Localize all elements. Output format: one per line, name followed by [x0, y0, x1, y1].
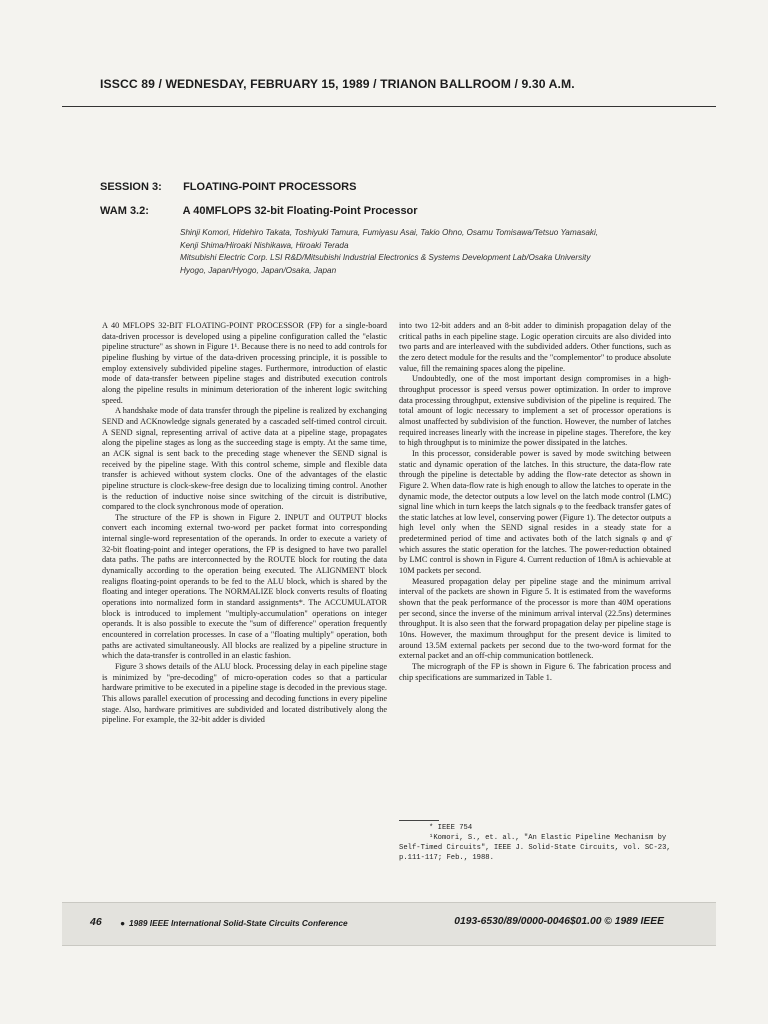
conference-name: [120, 918, 348, 928]
footnotes: [399, 820, 679, 863]
paragraph: In this processor, considerable power is saved by mode switching between static and dynamic operation of the latches. In this structure, the data-flow rate through the pipeline is detectable by adding the flow-rate detector as shown in Figure 2. When data-flow rate is high enough to allow the latches to operate in the dynamic mode, the detector outputs a low level on the latch mode control (LMC) signal line which in turn keeps the latch signals φ to the feedback transfer gates of the static latches at low level, conserving power (Figure 1). The detector outputs a high level only when the SEND signal resides in a steady state for a predetermined period of time and activates both of the latch signals φ and φ̄ which assures the static operation for the latches. The power-reduction obtained by LMC control is shown in Figure 4. Current reduction of 18mA is achievable at 10M packets per second.: [399, 448, 671, 576]
paragraph: into two 12-bit adders and an 8-bit adder to diminish propagation delay of the critical paths in each pipeline stage. Logic operation circuits are also divided into two parts and are interleaved with the subdivided adders. Other functions, such as the zero detect module for the results and the "complementor" to produce absolute value, fill the remaining spaces along the pipeline.: [399, 321, 671, 373]
location-line: Hyogo, Japan/Hyogo, Japan/Osaka, Japan: [180, 265, 337, 275]
copyright-code: 0193-6530/89/0000-0046$01.00 © 1989 IEEE: [454, 916, 664, 927]
page-footer: [62, 902, 716, 946]
paper-title: A 40MFLOPS 32-bit Floating-Point Processor: [182, 205, 418, 217]
paragraph: A handshake mode of data transfer through the pipeline is realized by exchanging SEND and ACKnowledge signals generated by a cascaded self-timed control circuit. A SEND signal, representing arrival of active data at a pipeline stage, propagates along the pipeline stages as long as the succeeding stage is empty. At the same time, an ACK signal is sent back to the preceding stage whenever the SEND signal is received by the pipeline stage. With this control scheme, simple and flexible data transfer is achieved without system clocks. One of the advantages of the elastic pipeline structure is clock-skew-free design due to localizing timing control. Another is the reduction of inductive noise since switching of the circuit is distributive, compared to the clock synchronous mode of operation.: [102, 406, 387, 512]
author-line: Shinji Komori, Hidehiro Takata, Toshiyuki Tamura, Fumiyasu Asai, Takio Ohno, Osamu Tomisawa/Tetsuo Yamasaki,: [180, 228, 599, 237]
page-header: ISSCC 89 / WEDNESDAY, FEBRUARY 15, 1989 / TRIANON BALLROOM / 9.30 A.M.: [100, 77, 575, 91]
paragraph: Measured propagation delay per pipeline stage and the minimum arrival interval of the packets are shown in Figure 5. It is estimated from the waveforms shown that the peak performance of the processor is more than 40M operations per second, since the inverse of the minimum arrival interval (22.5ns) determines throughput. It is also seen that the forward propagation delay per pipeline stage is 10ns. However, the maximum throughput for the present device is limited to around 13.5M external packets per second due to the two-word format for the external packet and an off-chip communication bottleneck.: [399, 576, 671, 661]
affiliation-line: Mitsubishi Electric Corp. LSI R&D/Mitsubishi Industrial Electronics & Systems Development Lab/Osaka University: [180, 253, 591, 263]
session-title: FLOATING-POINT PROCESSORS: [183, 181, 357, 193]
paragraph: The structure of the FP is shown in Figure 2. INPUT and OUTPUT blocks convert each incoming external two-word per packet format into corresponding internal single-word representation of the operands. In order to execute a variety of 32-bit floating-point and integer operations, the FP is designed to have two parallel data paths. The paths are interconnected by the ROUTE block for routing the data dynamically according to the operation being executed. The ALIGNMENT block realigns floating-point operands to be fed to the ALU block, which is shared by the floating and integer operations. The NORMALIZE block converts results of floating operations into normalized form in standard assignments*. The ACCUMULATOR block is introduced to implement "multiply-accumulation" operations on integer operands. It is also possible to execute the "sum of difference" operation frequently encountered in correlation processes. In case of a "floating multiply" operation, both paths are activated simultaneously. All blocks are realized by a pipeline structure in which the data-transfer is controlled in an elastic fashion.: [102, 512, 387, 661]
left-column: [102, 321, 387, 726]
footnote-line: * IEEE 754: [429, 824, 473, 832]
paragraph: Figure 3 shows details of the ALU block. Processing delay in each pipeline stage is minimized by "pre-decoding" of micro-operation codes so that a particular hardware primitive to be executed in a pipeline stage is decoded in the previous stage. This allows parallel execution of processing and decoding functions in every pipeline stage. Also, hardware primitives are subdivided and located distributively along the pipeline. For example, the 32-bit adder is divided: [102, 662, 387, 725]
paragraph: Undoubtedly, one of the most important design compromises in a high-throughput processor is speed versus power optimization. In order to improve data processing throughput, extensive subdivision of the pipeline is required. The total amount of logic necessary to implement a set of processor operations is almost unaffected by subdivision of the function. However, the number of latches required increases linearly with the increase in pipeline stages. Therefore, the key to high throughput is to minimize the power dissipated in the latches.: [399, 374, 671, 448]
session-code: SESSION 3:: [100, 181, 162, 193]
footnote-rule: [399, 820, 439, 821]
conference-label: 1989 IEEE International Solid-State Circuits Conference: [129, 918, 348, 928]
paragraph: The micrograph of the FP is shown in Figure 6. The fabrication process and chip specifications are summarized in Table 1.: [399, 662, 671, 682]
footnote-line: Self-Timed Circuits", IEEE J. Solid-State Circuits, vol. SC-23,: [399, 844, 671, 852]
paper-code: WAM 3.2:: [100, 205, 149, 217]
author-line: Kenji Shima/Hiroaki Nishikawa, Hiroaki Terada: [180, 240, 349, 250]
author-block: [180, 227, 680, 277]
header-rule: [62, 106, 716, 107]
page-number: 46: [90, 916, 102, 928]
session-heading: [100, 181, 356, 193]
right-column: [399, 321, 671, 683]
bullet-icon: ●: [120, 918, 126, 928]
footnote-line: p.111-117; Feb., 1988.: [399, 854, 494, 862]
paragraph: A 40 MFLOPS 32-BIT FLOATING-POINT PROCESSOR (FP) for a single-board data-driven processor is developed using a pipeline configuration called the "elastic pipeline structure" as shown in Figure 1¹. Because there is no need to add controls for pipeline flushing by virtue of the data-driven processing principle, it is possible to employ extensively subdivided pipeline stages. Furthermore, introduction of elastic mode of data-transfer between pipeline stages and distributed execution controls along the pipeline results in minimum deterioration of the inherent logic switching speed.: [102, 321, 387, 405]
footnote-line: ¹Komori, S., et. al., "An Elastic Pipeline Mechanism by: [429, 834, 667, 842]
paper-heading: [100, 205, 418, 217]
